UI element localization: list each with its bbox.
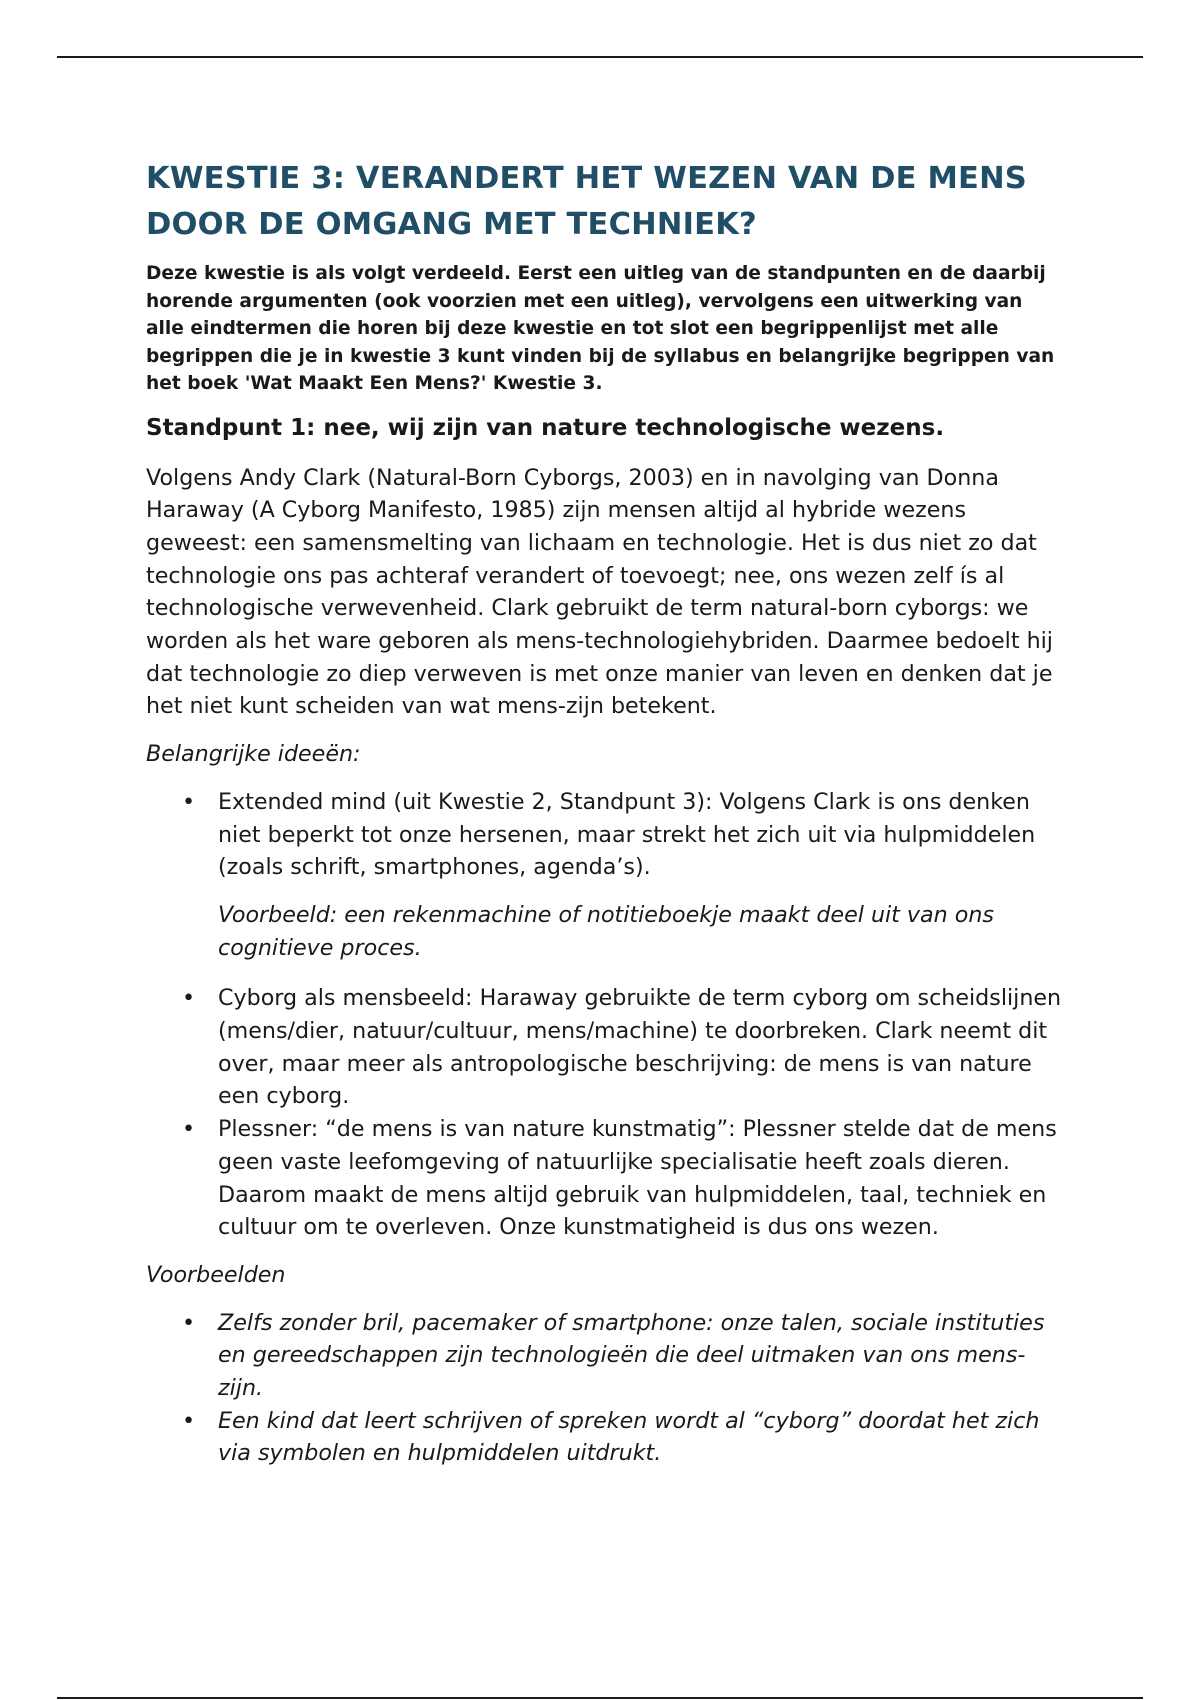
bullet-icon: • — [182, 985, 196, 1012]
bullet-icon: • — [182, 1116, 196, 1143]
list-item-text: Zelfs zonder bril, pacemaker of smartphone: onze talen, sociale instituties en gereedschappen zijn technologieën die deel uitmaken van ons mens-zijn. — [218, 1309, 1045, 1402]
body-paragraph: Volgens Andy Clark (Natural-Born Cyborgs, 2003) en in navolging van Donna Haraway (A Cyborg Manifesto, 1985) zijn mensen altijd al hybride wezens geweest: een samensmelting van lichaam en technologie. Het is dus niet zo dat technologie ons pas achteraf verandert of toevoegt; nee, ons wezen zelf ís al technologische verwevenheid. Clark gebruikt de term natural-born cyborgs: we worden als het ware geboren als mens-technologiehybriden. Daarmee bedoelt hij dat technologie zo diep verweven is met onze manier van leven en denken dat je het niet kunt scheiden van wat mens-zijn betekent. — [146, 464, 1053, 720]
bullet-icon: • — [182, 1407, 196, 1434]
bottom-rule — [57, 1697, 1143, 1699]
standpunt-heading: Standpunt 1: nee, wij zijn van nature technologische wezens. — [146, 414, 945, 441]
top-rule — [57, 56, 1143, 58]
intro-paragraph: Deze kwestie is als volgt verdeeld. Eerst een uitleg van de standpunten en de daarbij horende argumenten (ook voorzien met een uitleg), vervolgens een uitwerking van alle eindtermen die horen bij deze kwestie en tot slot een begrippenlijst met alle begrippen die je in kwestie 3 kunt vinden bij de syllabus en belangrijke begrippen van het boek 'Wat Maakt Een Mens?' Kwestie 3. — [146, 263, 1055, 394]
page-title: KWESTIE 3: VERANDERT HET WEZEN VAN DE MENS DOOR DE OMGANG MET TECHNIEK? — [146, 161, 1027, 242]
bullet-icon: • — [182, 1309, 196, 1336]
examples-label: Voorbeelden — [146, 1261, 286, 1288]
list-item-example: Voorbeeld: een rekenmachine of notitieboekje maakt deel uit van ons cognitieve proces. — [218, 901, 994, 961]
list-item — [146, 1113, 1066, 1244]
list-item-text: Extended mind (uit Kwestie 2, Standpunt 3): Volgens Clark is ons denken niet beperkt tot onze hersenen, maar strekt het zich uit via hulpmiddelen (zoals schrift, smartphones, agenda’s). — [218, 788, 1036, 881]
ideas-label: Belangrijke ideeën: — [146, 741, 361, 768]
bullet-icon: • — [182, 788, 196, 815]
list-item — [146, 1307, 1066, 1405]
list-item — [146, 786, 1066, 965]
list-item — [146, 1405, 1066, 1470]
ideas-list — [146, 786, 1066, 1244]
list-item-text: Cyborg als mensbeeld: Haraway gebruikte de term cyborg om scheidslijnen (mens/dier, natuur/cultuur, mens/machine) te doorbreken. Clark neemt dit over, maar meer als antropologische beschrijving: de mens is van nature een cyborg. — [218, 985, 1062, 1110]
document-page — [146, 156, 1066, 1470]
examples-list — [146, 1307, 1066, 1471]
list-item-text: Een kind dat leert schrijven of spreken wordt al “cyborg” doordat het zich via symbolen en hulpmiddelen uitdrukt. — [218, 1407, 1040, 1467]
list-item-text: Plessner: “de mens is van nature kunstmatig”: Plessner stelde dat de mens geen vaste leefomgeving of natuurlijke specialisatie heeft zoals dieren. Daarom maakt de mens altijd gebruik van hulpmiddelen, taal, techniek en cultuur om te overleven. Onze kunstmatigheid is dus ons wezen. — [218, 1116, 1057, 1241]
list-item — [146, 982, 1066, 1113]
